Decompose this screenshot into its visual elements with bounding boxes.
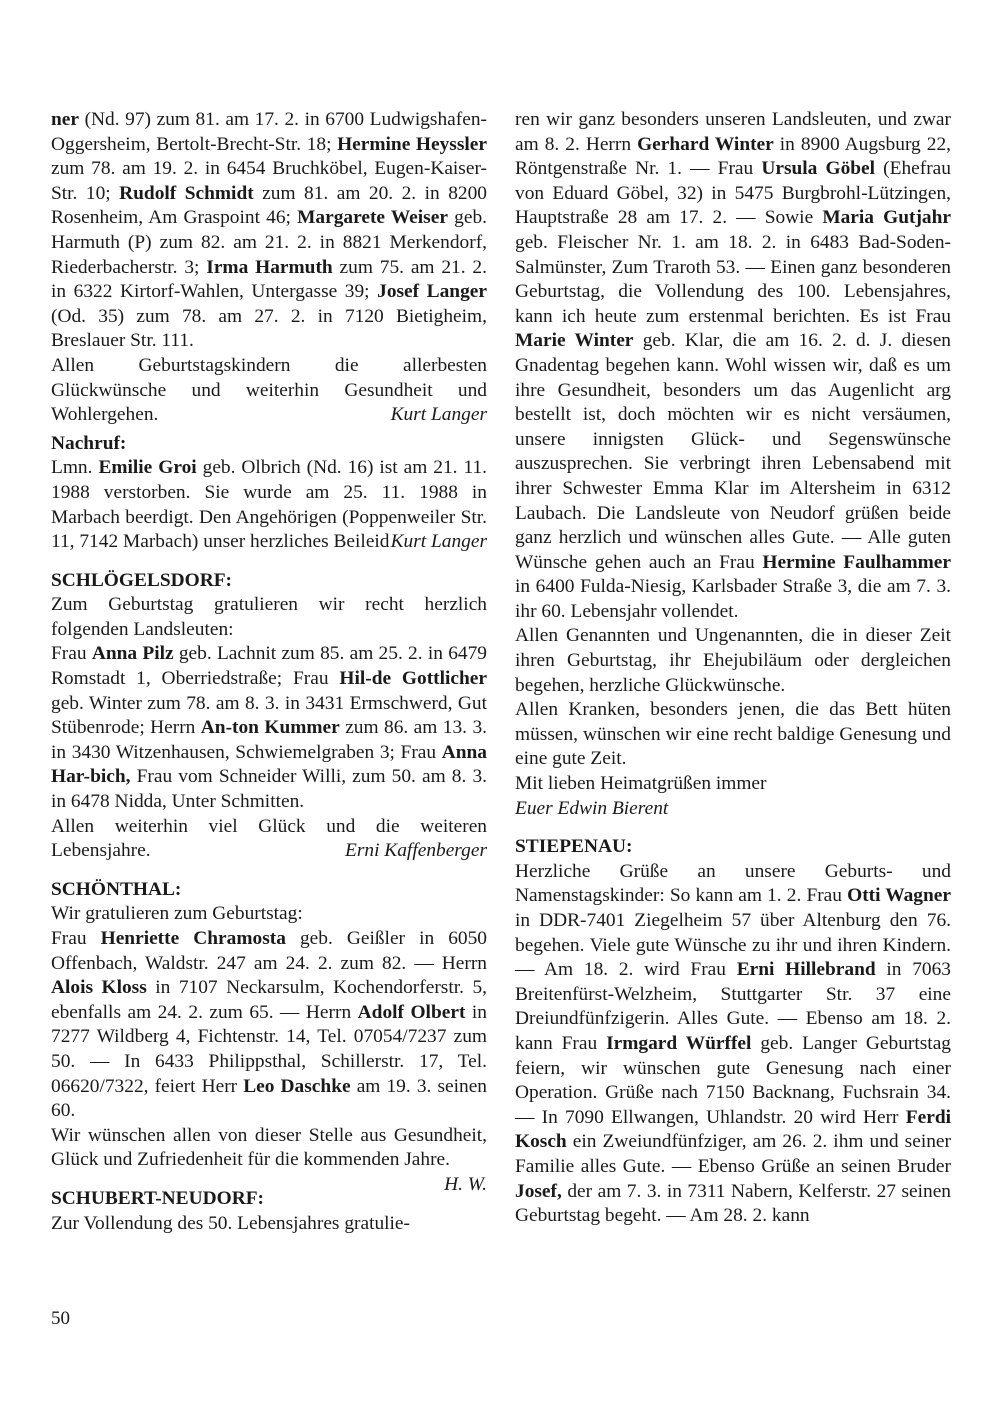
birthday-wishes [51,354,487,428]
text-run: in 7277 Wildberg 4, Fichtenstr. 14, Tel. 07054/7237 zum 50. — In 6433 Philippsthal, Schillerstr. 17, Tel. 06620/7322, feiert Herr [51,1001,487,1097]
schoenthal-list [51,927,487,1124]
person-name: Adolf Olbert [357,1001,466,1023]
text-run: geb. Geißler in 6050 Offenbach, Waldstr. 247 am 24. 2. zum 82. — Herrn [51,928,487,974]
text-run: geb. Olbrich (Nd. 16) ist am 21. 11. 1988 verstorben. Sie wurde am 25. 11. 1988 in Marbach beerdigt. Den Angehörigen (Poppenweiler Str. 11, 7142 Marbach) unser herzliches Beileid [51,457,487,553]
text-run: (Nd. 97) zum 81. am 17. 2. in 6700 Ludwigshafen-Oggersheim, Bertolt-Brecht-Str. 18; [51,109,487,155]
person-name: Maria Gutjahr [822,207,951,229]
person-name: Anna Har-bich, [51,741,487,788]
text-run: Frau [51,643,92,665]
text-run: in 7063 Breitenfürst-Welzheim, Stuttgarter Str. 37 eine Dreiundfünfzigerin. Alles Gute. — Ebenso am 18. 2. kann Frau [515,959,951,1054]
schloegelsdorf-closing-text: Allen weiterhin viel Glück und die weiteren Lebensjahre. [51,815,487,862]
schloegelsdorf-closing [51,815,487,864]
text-run: in DDR-7401 Ziegelheim 57 über Altenburg den 76. begehen. Viele gute Wünsche zu ihr und ihren Kindern. — Am 18. 2. wird Frau [515,910,951,981]
person-name: Hermine Heyssler [337,133,488,155]
neudorf-sick-wishes: Allen Kranken, besonders jenen, die das Bett hüten müssen, wünschen wir eine recht baldige Genesung und eine gute Zeit. [515,699,951,770]
person-name: Henriette Chramosta [100,928,286,949]
text-run: (Ehefrau von Eduard Göbel, 32) in 5475 Burgbrohl-Lützingen, Hauptstraße 28 am 17. 2. — Sowie [515,158,951,229]
text-run: (Od. 35) zum 78. am 27. 2. in 7120 Bietigheim, Breslauer Str. 111. [51,305,487,352]
text-run: geb. Harmuth (P) zum 82. am 21. 2. in 8821 Merkendorf, Riederbacherstr. 3; [51,207,487,278]
schoenthal-closing-text: Wir wünschen allen von dieser Stelle aus Gesundheit, Glück und Zufriedenheit für die kommenden Jahre. [51,1124,487,1171]
person-name: Ursula Göbel [761,158,876,180]
nachruf-signature: Kurt Langer [390,531,487,553]
signature-hw: H. W. [444,1173,487,1195]
person-name: Leo Daschke [243,1075,351,1097]
person-name: Josef Langer [377,281,488,303]
stiepenau-text [515,860,951,1229]
text-run: in 6400 Fulda-Niesig, Karlsbader Straße 3, die am 7. 3. ihr 60. Lebensjahr vollendet. [515,576,951,622]
person-name: Alois Kloss [51,977,147,999]
person-name: An-ton Kummer [200,717,340,739]
text-run: zum 81. am 20. 2. in 8200 Rosenheim, Am Graspoint 46; [51,182,487,229]
nachruf-heading: Nachruf: [51,432,127,454]
schubert-text: Zur Vollendung des 50. Lebensjahres gratulie- [51,1212,410,1234]
text-run: geb. Lachnit zum 85. am 25. 2. in 6479 Romstadt 1, Oberriedstraße; Frau [51,643,487,690]
person-name: Otti Wagner [847,885,951,907]
section-heading-schloegelsdorf: SCHLÖGELSDORF: [51,569,233,591]
person-name: Irmgard Würffel [606,1032,752,1054]
text-run: Frau vom Schneider Willi, zum 50. am 8. 3. in 6478 Nidda, Unter Schmitten. [51,766,487,813]
person-name: Marie Winter [515,330,634,352]
person-name: Margarete Weiser [297,207,448,229]
text-run: geb. Klar, die am 16. 2. d. J. diesen Gnadentag begehen kann. Wohl wissen wir, daß es um ihre Gesundheit, besonders um das Augenlicht arg bestellt ist, doch möchten wir es nicht versäumen, unsere innigsten Glück- und Segenswünsche auszusprechen. Sie verbringt ihren Lebensabend mit ihrer Schwester Emma Klar im Altersheim in 6312 Laubach. Die Landsleute von Neudorf grüßen beide ganz herzlich und wünschen alles Gute. — Alle guten Wünsche gehen auch an Frau [515,330,951,573]
neudorf-continued [515,108,951,624]
signature-kurt-langer: Kurt Langer [390,404,487,426]
person-name: Rudolf Schmidt [119,182,254,204]
text-run: am 19. 3. seinen 60. [51,1075,487,1122]
person-name: Erni Hillebrand [736,959,876,981]
section-heading-schoenthal: SCHÖNTHAL: [51,878,182,900]
text-run: zum 75. am 21. 2. in 6322 Kirtorf-Wahlen, Untergasse 39; [51,256,487,303]
nachruf-text [51,456,487,554]
text-run: geb. Fleischer Nr. 1. am 18. 2. in 6483 Bad-Soden-Salmünster, Zum Traroth 53. — Einen ganz besonderen Geburtstag, die Vollendung des 100. Lebensjahres, kann ich heute zum erstenmal berichten. Es ist Frau [515,231,951,327]
person-name: Ferdi Kosch [515,1106,951,1153]
text-run: Herzliche Grüße an unsere Geburts- und Namenstagskinder: So kann am 1. 2. Frau [515,860,951,907]
person-name: ner [51,109,79,130]
birthday-list-neudorf [51,108,487,354]
text-run: zum 86. am 13. 3. in 3430 Witzenhausen, Schwiemelgraben 3; Frau [51,717,487,763]
text-run: der am 7. 3. in 7311 Nabern, Kelferstr. 27 seinen Geburtstag begeht. — Am 28. 2. kann [515,1180,951,1227]
schloegelsdorf-list [51,642,487,814]
page-number: 50 [51,1308,70,1329]
section-heading-stiepenau: STIEPENAU: [515,836,633,858]
person-name: Hermine Faulhammer [762,551,951,573]
wishes-text: Allen Geburtstagskindern die allerbesten Glückwünsche und weiterhin Gesundheit und Wohlergehen. [51,354,487,426]
signature-erni-kaffenberger: Erni Kaffenberger [344,840,487,862]
text-run: Lmn. [51,457,99,479]
person-name: Anna Pilz [91,643,174,665]
schoenthal-intro: Wir gratulieren zum Geburtstag: [51,903,303,925]
section-heading-schubert-neudorf: SCHUBERT-NEUDORF: [51,1187,265,1209]
text-run: in 8900 Augsburg 22, Röntgenstraße Nr. 1. — Frau [515,133,952,180]
schoenthal-closing [51,1124,487,1195]
neudorf-wishes: Allen Genannten und Ungenannten, die in dieser Zeit ihren Geburtstag, ihr Ehejubiläum oder dergleichen begehen, herzliche Glückwünsche. [515,625,951,696]
person-name: Irma Harmuth [206,256,333,278]
person-name: Hil-de Gottlicher [339,668,488,690]
text-run: ein Zweiundfünfziger, am 26. 2. ihm und seiner Familie alles Gute. — Ebenso Grüße an seinen Bruder [515,1131,951,1177]
person-name: Emilie Groi [98,457,197,479]
right-column [515,108,951,1229]
text-run: ren wir ganz besonders unseren Landsleuten, und zwar am 8. 2. Herrn [515,109,951,155]
text-run: Frau [51,928,101,949]
text-run: zum 78. am 19. 2. in 6454 Bruchköbel, Eugen-Kaiser-Str. 10; [51,158,487,204]
text-run: geb. Langer Geburtstag feiern, wir wünschen gute Genesung nach einer Operation. Grüße nach 7150 Backnang, Fuchsrain 34. — In 7090 Ellwangen, Uhlandstr. 20 wird Herr [515,1032,951,1128]
person-name: Gerhard Winter [637,133,774,155]
signature-edwin-bierent: Euer Edwin Bierent [515,797,669,819]
left-column [51,108,487,1236]
text-run: in 7107 Neckarsulm, Kochendorferstr. 5, ebenfalls am 24. 2. zum 65. — Herrn [51,977,487,1023]
person-name: Josef, [515,1180,562,1202]
schloegelsdorf-intro: Zum Geburtstag gratulieren wir recht herzlich folgenden Landsleuten: [51,594,487,640]
text-run: geb. Winter zum 78. am 8. 3. in 3431 Ermschwerd, Gut Stübenrode; Herrn [51,692,487,739]
neudorf-greeting: Mit lieben Heimatgrüßen immer [515,773,767,795]
